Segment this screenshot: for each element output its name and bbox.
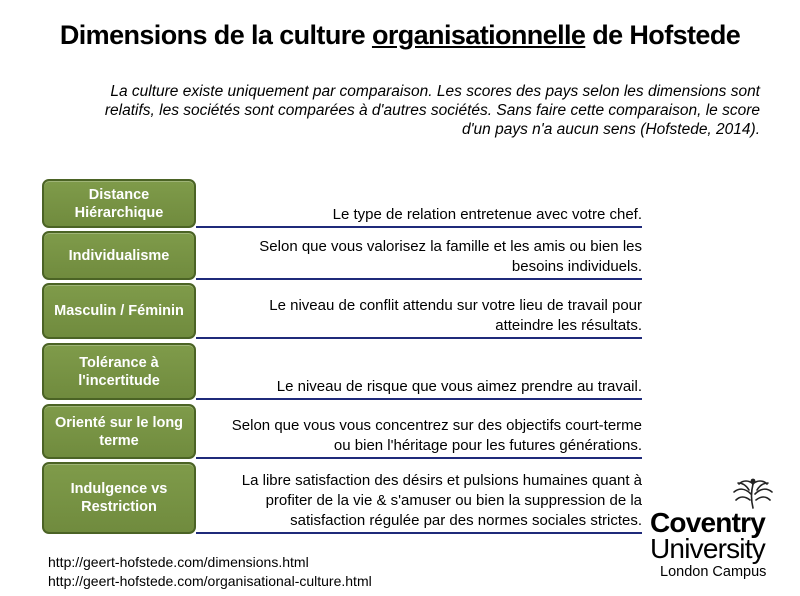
source-link[interactable]: http://geert-hofstede.com/dimensions.html bbox=[48, 554, 309, 570]
dimension-row bbox=[42, 404, 642, 459]
dimension-description: Selon que vous valorisez la famille et les amis ou bien les besoins individuels. bbox=[259, 238, 642, 275]
source-link[interactable]: http://geert-hofstede.com/organisational-culture.html bbox=[48, 572, 372, 589]
dimension-description: Le type de relation entretenue avec votre chef. bbox=[332, 206, 642, 223]
dimension-row bbox=[42, 179, 642, 228]
dimension-description: Le niveau de conflit attendu sur votre lieu de travail pour atteindre les résultats. bbox=[269, 297, 642, 334]
dimension-description: Le niveau de risque que vous aimez prendre au travail. bbox=[276, 378, 642, 395]
dimension-rule bbox=[196, 226, 642, 228]
dimension-rule bbox=[196, 457, 642, 459]
title-after: de Hofstede bbox=[585, 20, 741, 50]
intro-text: La culture existe uniquement par comparaison. Les scores des pays selon les dimensions sont relatifs, les sociétés sont comparées à d'autres sociétés. Sans faire cette comparaison, le score d'un pays n'a aucun sens (Hofstede, 2014). bbox=[104, 83, 760, 138]
coventry-logo bbox=[648, 474, 778, 582]
dimension-row bbox=[42, 343, 642, 400]
dimension-label: Tolérance à l'incertitude bbox=[42, 343, 196, 400]
dimension-label: Orienté sur le long terme bbox=[42, 404, 196, 459]
dimension-rule bbox=[196, 532, 642, 534]
title-before: Dimensions de la culture bbox=[59, 20, 372, 50]
dimension-row bbox=[42, 283, 642, 339]
source-links bbox=[48, 553, 372, 590]
dimension-label: Masculin / Féminin bbox=[42, 283, 196, 339]
dimension-description: Selon que vous vous concentrez sur des objectifs court-terme ou bien l'héritage pour les futures générations. bbox=[231, 417, 642, 454]
dimension-row bbox=[42, 231, 642, 280]
dimension-rule bbox=[196, 337, 642, 339]
dimension-row bbox=[42, 462, 642, 534]
logo-line1: Coventry bbox=[650, 507, 765, 538]
logo-line2: University bbox=[650, 533, 765, 564]
dimension-rule bbox=[196, 278, 642, 280]
dimension-rule bbox=[196, 398, 642, 400]
dimension-label: Indulgence vs Restriction bbox=[42, 462, 196, 534]
dimension-label: Distance Hiérarchique bbox=[42, 179, 196, 228]
page-title bbox=[0, 20, 800, 51]
dimension-label: Individualisme bbox=[42, 231, 196, 280]
title-underlined: organisationnelle bbox=[371, 20, 586, 50]
logo-line3: London Campus bbox=[660, 564, 767, 580]
dimension-description: La libre satisfaction des désirs et pulsions humaines quant à profiter de la vie & s'amuser ou bien la suppression de la satisfaction régulée par des normes sociales strictes. bbox=[241, 472, 642, 529]
